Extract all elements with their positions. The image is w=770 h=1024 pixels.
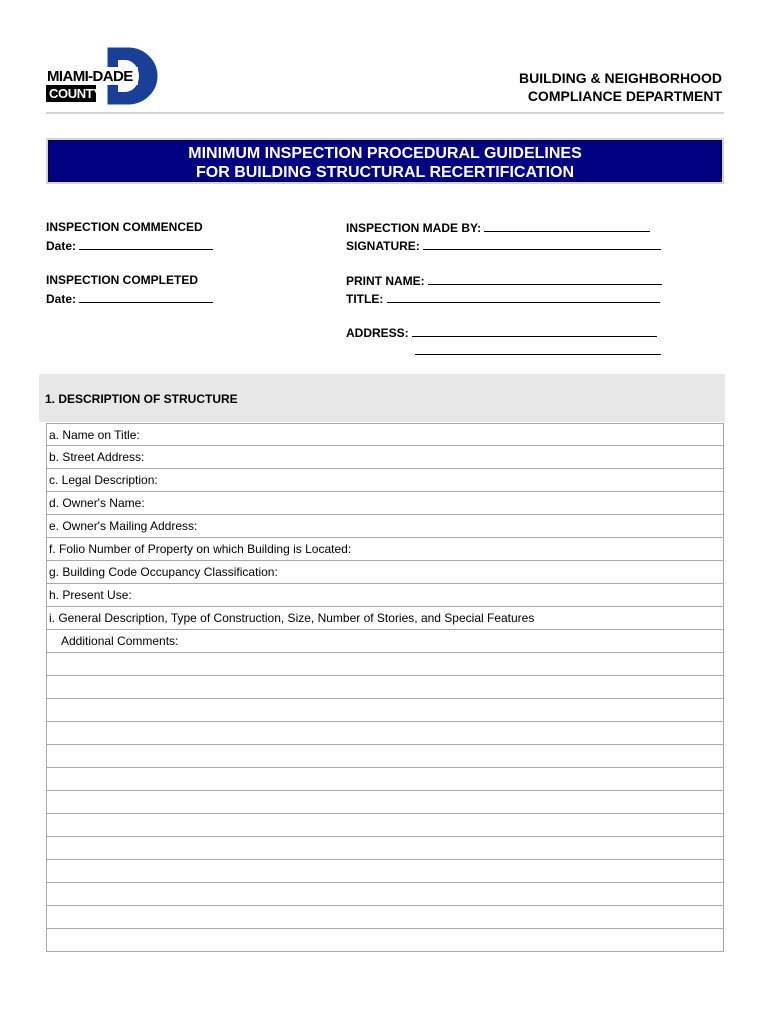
commenced-date-field[interactable] [46, 238, 213, 253]
table-row-occupancy-classification[interactable]: g. Building Code Occupancy Classification: [46, 561, 724, 584]
table-row-general-description[interactable]: i. General Description, Type of Construction, Size, Number of Stories, and Special Features [46, 607, 724, 630]
table-row-name-on-title[interactable]: a. Name on Title: [46, 423, 724, 446]
signature-label: SIGNATURE: [346, 239, 420, 253]
title-line-2: FOR BUILDING STRUCTURAL RECERTIFICATION [195, 164, 575, 181]
commenced-date-label: Date: [46, 239, 77, 253]
address-label: ADDRESS: [346, 326, 409, 340]
print-name-line[interactable] [428, 273, 662, 285]
section-heading: 1. DESCRIPTION OF STRUCTURE [45, 392, 238, 406]
header-divider [46, 112, 724, 114]
department-line-1: BUILDING & NEIGHBORHOOD [519, 70, 722, 86]
table-row-street-address[interactable]: b. Street Address: [46, 446, 724, 469]
signature-line[interactable] [423, 238, 661, 250]
address-line-2[interactable] [415, 354, 661, 355]
title-banner [46, 138, 724, 184]
title-line-1: MINIMUM INSPECTION PROCEDURAL GUIDELINES [188, 145, 582, 162]
completed-date-line[interactable] [79, 291, 213, 303]
table-row-blank[interactable] [46, 768, 724, 791]
logo-top-text: MIAMI-DADE [47, 68, 133, 85]
inspection-completed-label: INSPECTION COMPLETED [46, 273, 199, 287]
signature-field[interactable] [346, 238, 661, 253]
title-banner-inner [48, 140, 722, 182]
completed-date-field[interactable] [46, 291, 213, 306]
table-row-additional-comments[interactable]: Additional Comments: [46, 630, 724, 653]
print-name-field[interactable] [346, 273, 662, 288]
inspection-commenced-label: INSPECTION COMMENCED [46, 220, 203, 234]
table-row-blank[interactable] [46, 860, 724, 883]
table-row-blank[interactable] [46, 676, 724, 699]
table-row-blank[interactable] [46, 791, 724, 814]
print-name-label: PRINT NAME: [346, 274, 425, 288]
table-row-blank[interactable] [46, 906, 724, 929]
description-table [46, 423, 724, 952]
department-heading [519, 69, 722, 105]
table-row-blank[interactable] [46, 883, 724, 906]
title-field[interactable] [346, 291, 660, 306]
logo-bottom-text: COUNTY [49, 86, 102, 101]
department-line-2: COMPLIANCE DEPARTMENT [527, 88, 722, 104]
title-label: TITLE: [346, 292, 384, 306]
table-row-legal-description[interactable]: c. Legal Description: [46, 469, 724, 492]
inspection-made-by-field[interactable] [346, 220, 650, 235]
table-row-blank[interactable] [46, 745, 724, 768]
title-line[interactable] [387, 291, 660, 303]
miami-dade-county-logo [46, 47, 160, 105]
address-field[interactable] [346, 325, 657, 340]
inspection-made-by-label: INSPECTION MADE BY: [346, 221, 482, 235]
inspection-made-by-line[interactable] [484, 220, 650, 232]
section-header-description [39, 374, 725, 422]
table-row-owners-name[interactable]: d. Owner's Name: [46, 492, 724, 515]
table-row-blank[interactable] [46, 653, 724, 676]
table-row-folio-number[interactable]: f. Folio Number of Property on which Building is Located: [46, 538, 724, 561]
table-row-blank[interactable] [46, 722, 724, 745]
table-row-owners-mailing-address[interactable]: e. Owner's Mailing Address: [46, 515, 724, 538]
table-row-blank[interactable] [46, 929, 724, 952]
table-row-blank[interactable] [46, 814, 724, 837]
completed-date-label: Date: [46, 292, 77, 306]
address-line-1[interactable] [412, 325, 657, 337]
table-row-blank[interactable] [46, 699, 724, 722]
table-row-present-use[interactable]: h. Present Use: [46, 584, 724, 607]
commenced-date-line[interactable] [79, 238, 213, 250]
table-row-blank[interactable] [46, 837, 724, 860]
